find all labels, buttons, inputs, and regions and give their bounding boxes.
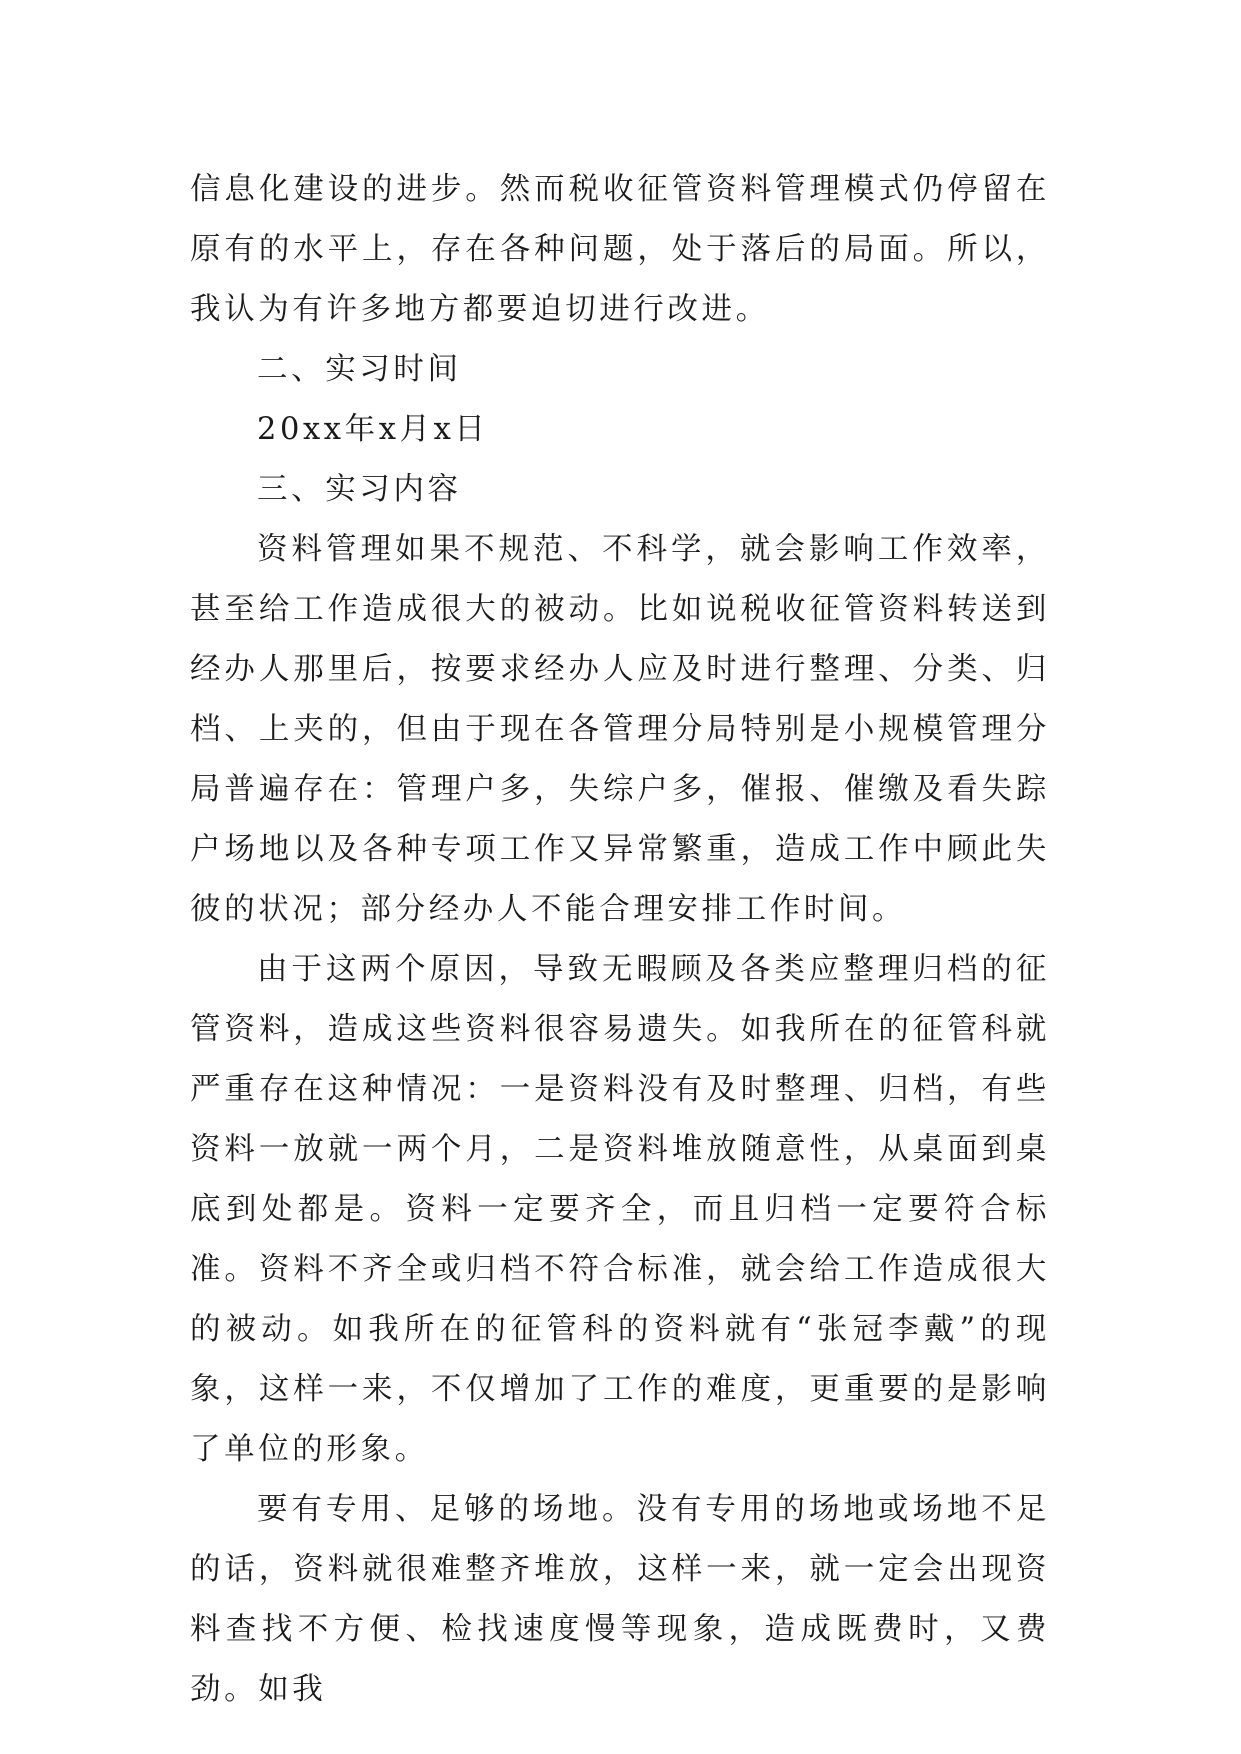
- paragraph-dedicated-space: 要有专用、足够的场地。没有专用的场地或场地不足的话，资料就很难整齐堆放，这样一来，就一定会出现资料查找不方便、检找速度慢等现象，造成既费时，又费劲。如我: [190, 1492, 1050, 1707]
- document-body: [190, 160, 1050, 1720]
- section-heading-internship-content: 三、实习内容: [257, 472, 462, 507]
- paragraph-intro-continuation: 信息化建设的进步。然而税收征管资料管理模式仍停留在原有的水平上，存在各种问题，处于落后的局面。所以，我认为有许多地方都要迫切进行改进。: [190, 172, 1050, 327]
- paragraph-management-standards: 资料管理如果不规范、不科学，就会影响工作效率，甚至给工作造成很大的被动。比如说税收征管资料转送到经办人那里后，按要求经办人应及时进行整理、分类、归档、上夹的，但由于现在各管理分局特别是小规模管理分局普遍存在：管理户多，失综户多，催报、催缴及看失踪户场地以及各种专项工作又异常繁重，造成工作中顾此失彼的状况；部分经办人不能合理安排工作时间。: [190, 532, 1050, 927]
- internship-date: 20xx年x月x日: [257, 412, 489, 447]
- paragraph-two-reasons: 由于这两个原因，导致无暇顾及各类应整理归档的征管资料，造成这些资料很容易遗失。如我所在的征管科就严重存在这种情况：一是资料没有及时整理、归档，有些资料一放就一两个月，二是资料堆放随意性，从桌面到桌底到处都是。资料一定要齐全，而且归档一定要符合标准。资料不齐全或归档不符合标准，就会给工作造成很大的被动。如我所在的征管科的资料就有“张冠李戴”的现象，这样一来，不仅增加了工作的难度，更重要的是影响了单位的形象。: [190, 952, 1050, 1467]
- section-heading-internship-time: 二、实习时间: [257, 352, 462, 387]
